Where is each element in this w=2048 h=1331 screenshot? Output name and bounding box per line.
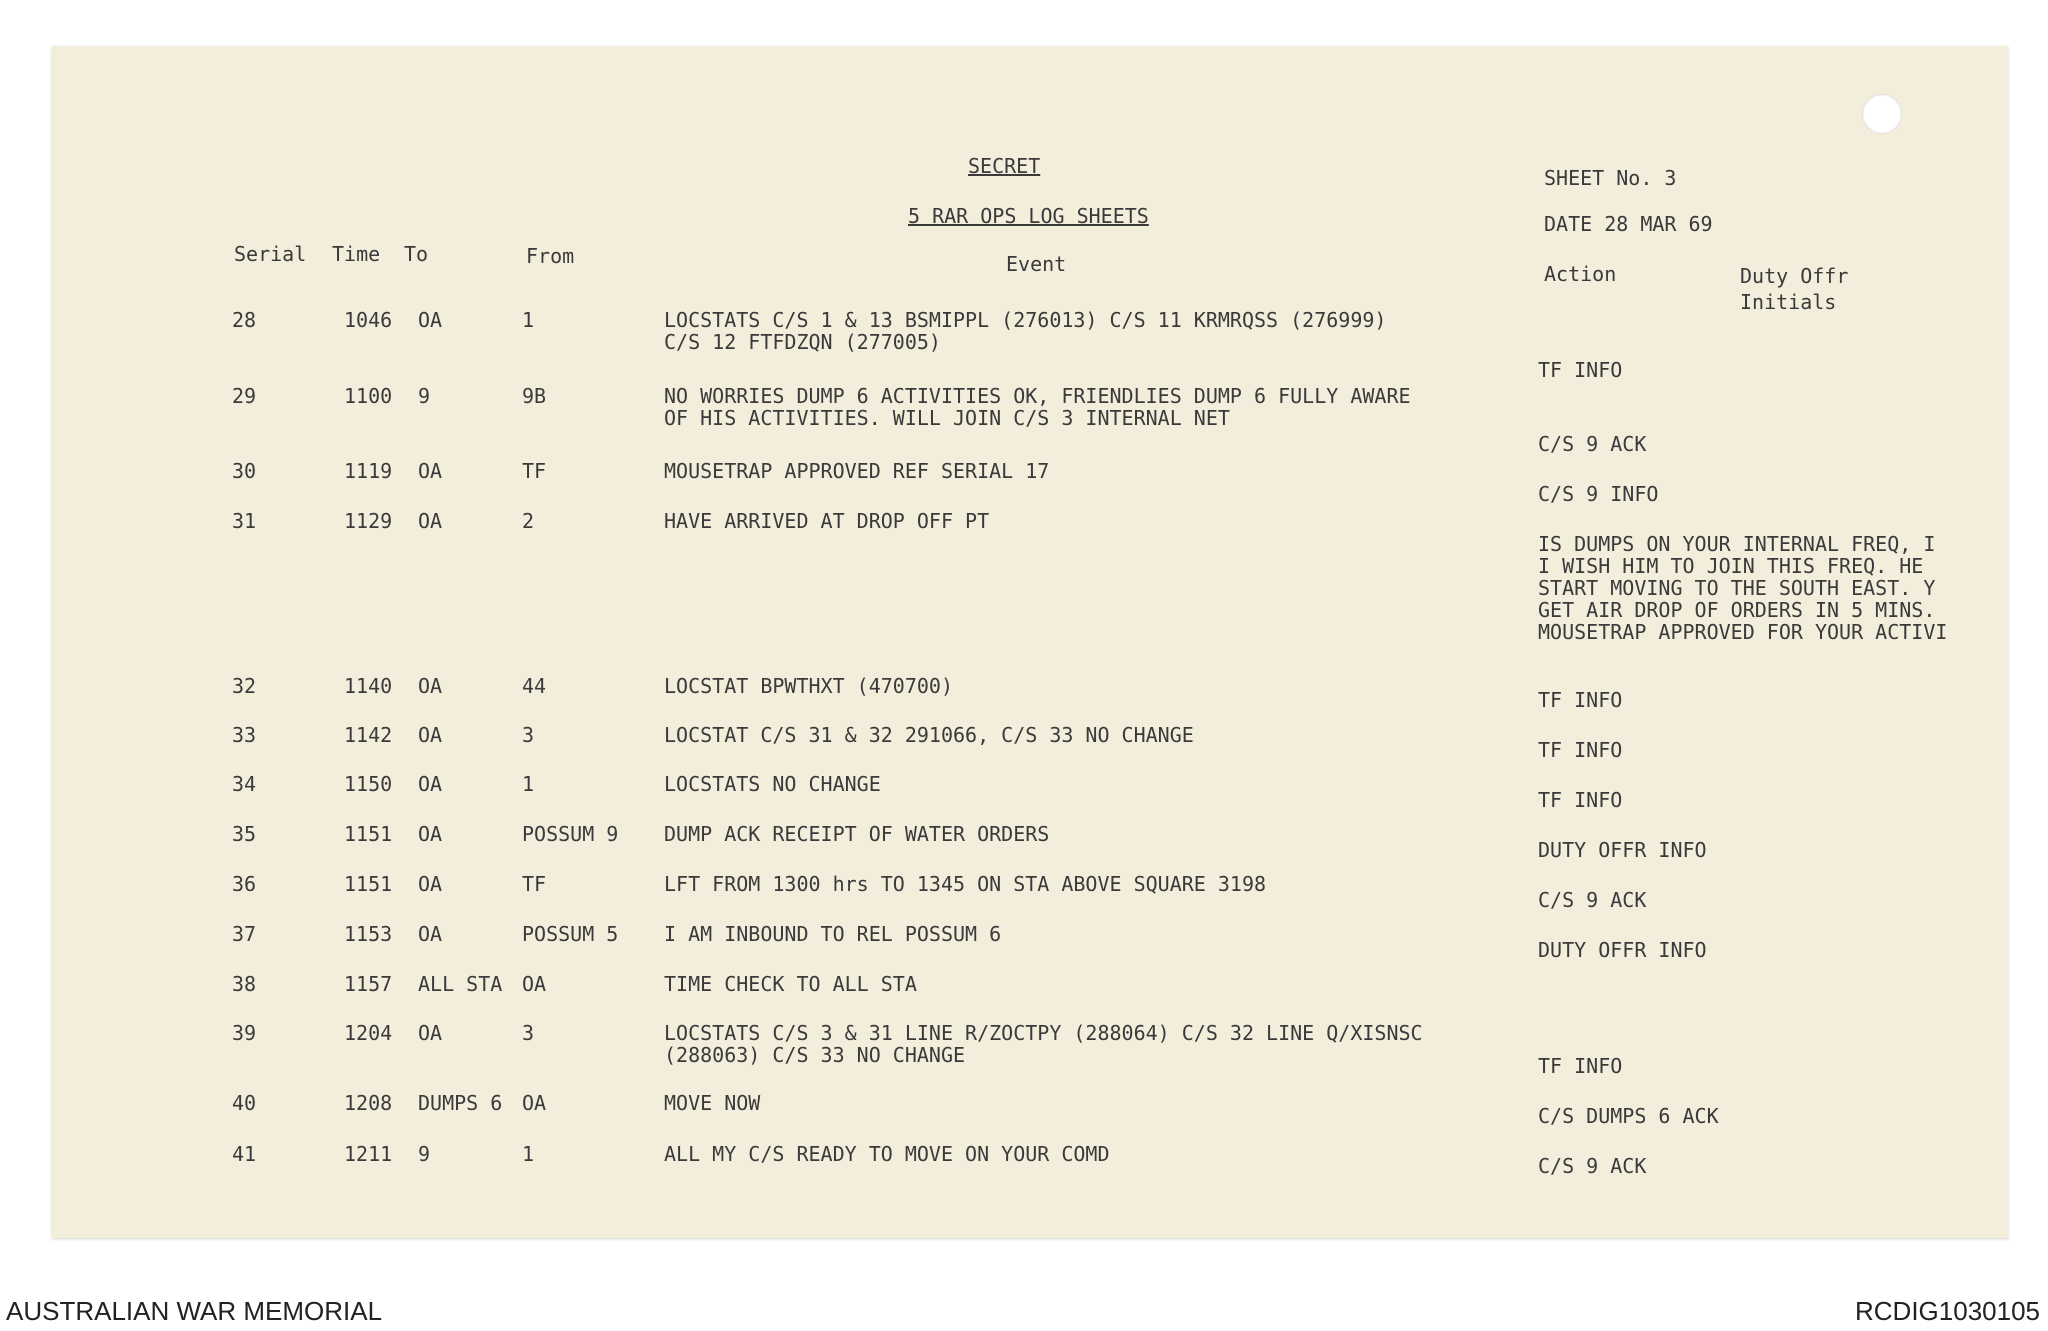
entry-time: 1208 [344, 1091, 393, 1115]
entry-time: 1151 [344, 872, 393, 896]
entry-serial: 36 [232, 872, 257, 896]
entry-serial: 32 [232, 674, 257, 698]
entry-from: OA [522, 1091, 547, 1115]
entry-action-line: C/S DUMPS 6 ACK [1538, 1104, 1719, 1128]
entry-event-line: LOCSTAT C/S 31 & 32 291066, C/S 33 NO CHANGE [664, 723, 1194, 747]
entry-event-line: OF HIS ACTIVITIES. WILL JOIN C/S 3 INTERNAL NET [664, 406, 1230, 430]
entry-serial: 30 [232, 459, 257, 483]
entry-action-line: GET AIR DROP OF ORDERS IN 5 MINS. [1538, 598, 1936, 622]
entry-event-line: NO WORRIES DUMP 6 ACTIVITIES OK, FRIENDLIES DUMP 6 FULLY AWARE [664, 384, 1411, 408]
entry-event-line: LOCSTAT BPWTHXT (470700) [664, 674, 953, 698]
column-header-time: Time [332, 242, 381, 266]
entry-from: POSSUM 5 [522, 922, 619, 946]
entry-event-line: I AM INBOUND TO REL POSSUM 6 [664, 922, 1002, 946]
footer-record-id: RCDIG1030105 [1855, 1296, 2040, 1326]
column-header-duty-offr: Duty Offr [1740, 264, 1849, 288]
entry-to: OA [418, 308, 443, 332]
entry-from: TF [522, 872, 547, 896]
entry-to: OA [418, 674, 443, 698]
entry-time: 1100 [344, 384, 393, 408]
entry-time: 1142 [344, 723, 393, 747]
sheet-date: DATE 28 MAR 69 [1544, 212, 1713, 236]
entry-action-line: DUTY OFFR INFO [1538, 838, 1707, 862]
entry-serial: 38 [232, 972, 257, 996]
entry-from: 2 [522, 509, 535, 533]
entry-to: 9 [418, 384, 431, 408]
entry-time: 1211 [344, 1142, 393, 1166]
entry-from: TF [522, 459, 547, 483]
column-header-to: To [404, 242, 429, 266]
entry-serial: 31 [232, 509, 257, 533]
entry-event-line: MOVE NOW [664, 1091, 761, 1115]
classification-marking: SECRET [968, 154, 1041, 178]
entry-action-line: C/S 9 INFO [1538, 482, 1659, 506]
entry-from: 1 [522, 1142, 535, 1166]
entry-action-line: START MOVING TO THE SOUTH EAST. Y [1538, 576, 1936, 600]
entry-to: 9 [418, 1142, 431, 1166]
entry-serial: 37 [232, 922, 257, 946]
punch-hole [1862, 94, 1902, 134]
entry-action-line: IS DUMPS ON YOUR INTERNAL FREQ, I [1538, 532, 1936, 556]
entry-action-line: I WISH HIM TO JOIN THIS FREQ. HE [1538, 554, 1924, 578]
entry-event-line: MOUSETRAP APPROVED REF SERIAL 17 [664, 459, 1050, 483]
entry-action-line: C/S 9 ACK [1538, 432, 1647, 456]
entry-to: OA [418, 772, 443, 796]
entry-from: 1 [522, 308, 535, 332]
entry-event-line: LFT FROM 1300 hrs TO 1345 ON STA ABOVE SQUARE 3198 [664, 872, 1267, 896]
entry-time: 1140 [344, 674, 393, 698]
entry-to: OA [418, 822, 443, 846]
entry-event-line: C/S 12 FTFDZQN (277005) [664, 330, 941, 354]
entry-action-line: TF INFO [1538, 738, 1623, 762]
entry-serial: 33 [232, 723, 257, 747]
entry-serial: 35 [232, 822, 257, 846]
entry-action-line: C/S 9 ACK [1538, 888, 1647, 912]
entry-event-line: LOCSTATS C/S 3 & 31 LINE R/ZOCTPY (288064) C/S 32 LINE Q/XISNSC [664, 1021, 1423, 1045]
log-sheet [52, 46, 2008, 1238]
entry-to: OA [418, 872, 443, 896]
entry-action-line: TF INFO [1538, 788, 1623, 812]
entry-time: 1150 [344, 772, 393, 796]
entry-serial: 34 [232, 772, 257, 796]
entry-event-line: LOCSTATS C/S 1 & 13 BSMIPPL (276013) C/S 11 KRMRQSS (276999) [664, 308, 1387, 332]
entry-time: 1046 [344, 308, 393, 332]
entry-serial: 29 [232, 384, 257, 408]
entry-time: 1151 [344, 822, 393, 846]
entry-time: 1157 [344, 972, 393, 996]
entry-from: POSSUM 9 [522, 822, 619, 846]
entry-event-line: HAVE ARRIVED AT DROP OFF PT [664, 509, 990, 533]
entry-event-line: TIME CHECK TO ALL STA [664, 972, 917, 996]
entry-time: 1129 [344, 509, 393, 533]
entry-from: 3 [522, 1021, 535, 1045]
column-header-event: Event [1006, 252, 1067, 276]
entry-action-line: C/S 9 ACK [1538, 1154, 1647, 1178]
column-header-initials: Initials [1740, 290, 1837, 314]
entry-event-line: (288063) C/S 33 NO CHANGE [664, 1043, 966, 1067]
entry-to: OA [418, 1021, 443, 1045]
column-header-action: Action [1544, 262, 1617, 286]
entry-event-line: DUMP ACK RECEIPT OF WATER ORDERS [664, 822, 1050, 846]
entry-from: 1 [522, 772, 535, 796]
sheet-number: SHEET No. 3 [1544, 166, 1677, 190]
entry-event-line: LOCSTATS NO CHANGE [664, 772, 881, 796]
entry-action-line: TF INFO [1538, 688, 1623, 712]
entry-time: 1204 [344, 1021, 393, 1045]
column-header-serial: Serial [234, 242, 307, 266]
entry-to: OA [418, 459, 443, 483]
entry-from: 9B [522, 384, 547, 408]
entry-action-line: TF INFO [1538, 1054, 1623, 1078]
entry-serial: 39 [232, 1021, 257, 1045]
entry-to: ALL STA [418, 972, 503, 996]
entry-to: DUMPS 6 [418, 1091, 503, 1115]
column-header-from: From [526, 244, 575, 268]
entry-from: 3 [522, 723, 535, 747]
entry-to: OA [418, 723, 443, 747]
entry-to: OA [418, 922, 443, 946]
entry-serial: 28 [232, 308, 257, 332]
entry-to: OA [418, 509, 443, 533]
entry-serial: 40 [232, 1091, 257, 1115]
entry-serial: 41 [232, 1142, 257, 1166]
document-title: 5 RAR OPS LOG SHEETS [908, 204, 1149, 228]
entry-action-line: DUTY OFFR INFO [1538, 938, 1707, 962]
entry-time: 1153 [344, 922, 393, 946]
entry-action-line: TF INFO [1538, 358, 1623, 382]
entry-from: OA [522, 972, 547, 996]
footer-institution: AUSTRALIAN WAR MEMORIAL [6, 1296, 383, 1326]
entry-action-line: MOUSETRAP APPROVED FOR YOUR ACTIVI [1538, 620, 1948, 644]
entry-from: 44 [522, 674, 547, 698]
entry-time: 1119 [344, 459, 393, 483]
entry-event-line: ALL MY C/S READY TO MOVE ON YOUR COMD [664, 1142, 1110, 1166]
